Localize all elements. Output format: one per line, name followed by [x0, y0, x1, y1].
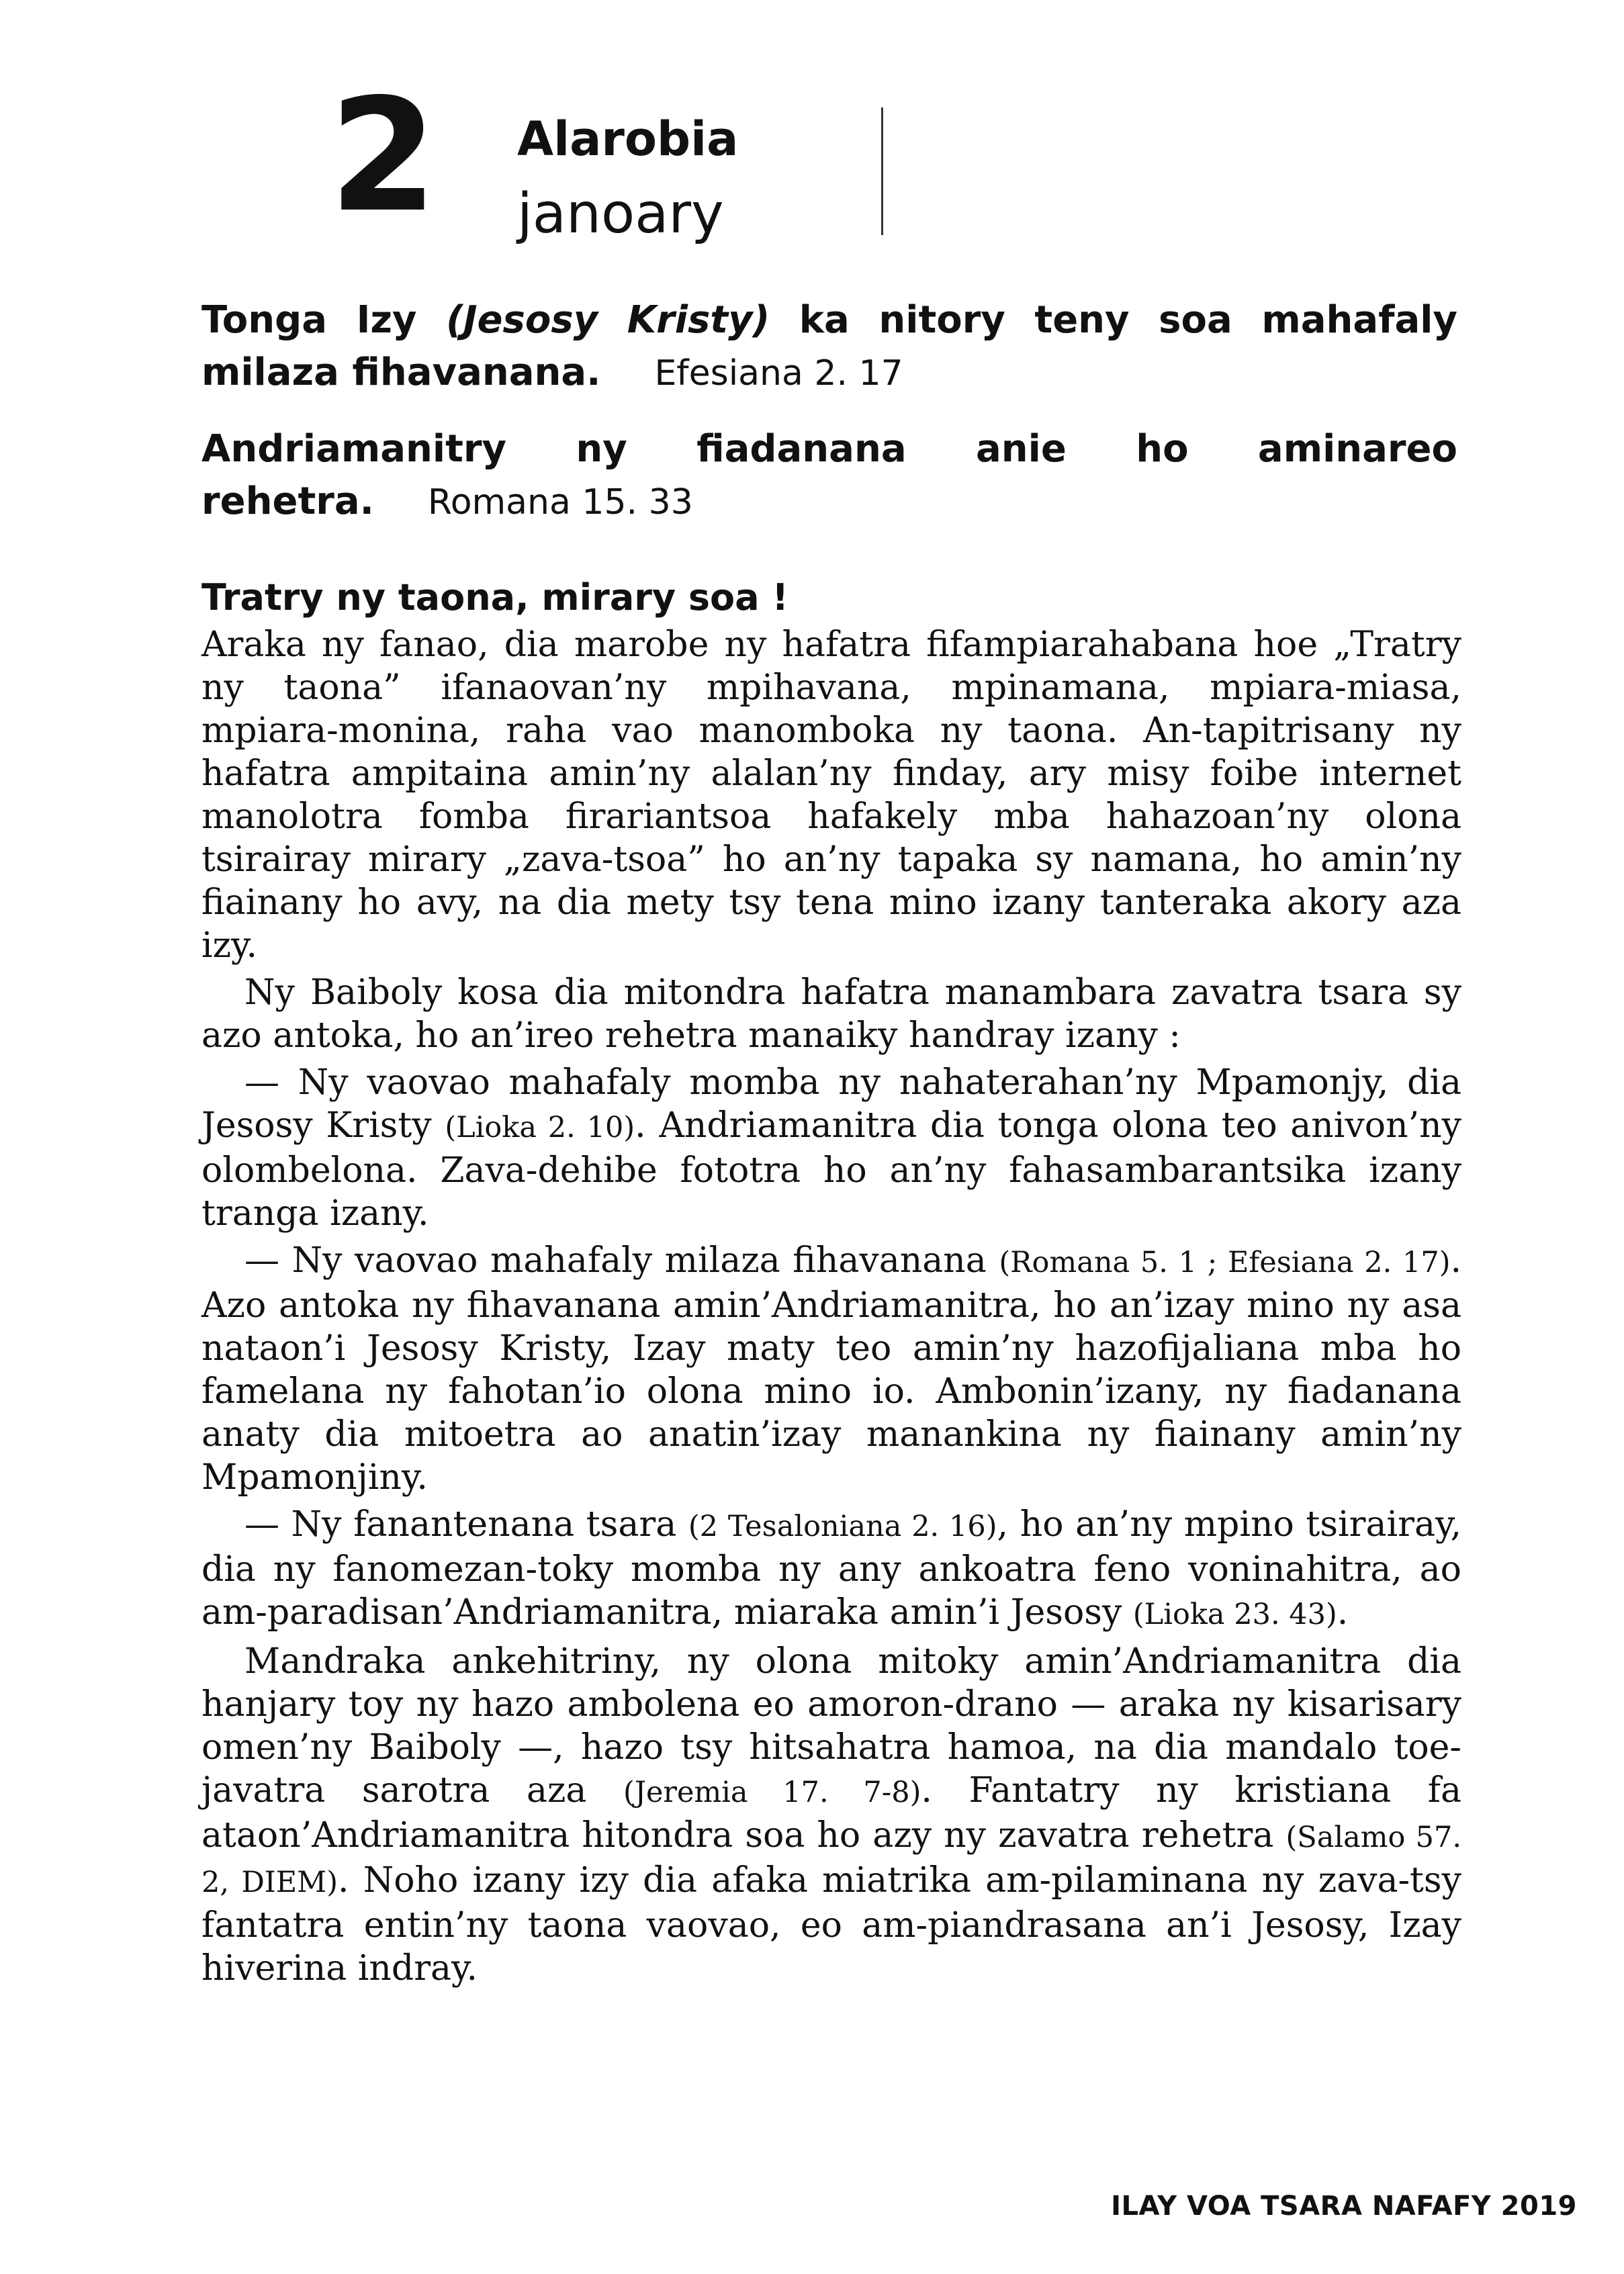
footer-publication: ILAY VOA TSARA NAFAFY 2019	[1111, 2191, 1577, 2222]
paragraph	[201, 1503, 1461, 1636]
paragraph-text: . Noho izany izy dia afaka miatrika am-pilaminana ny zava-tsy fantatra entin’ny taona vaovao, eo am-piandrasana an’i Jesosy, Izay hiverina indray.	[201, 1860, 1461, 1989]
paragraph	[201, 1061, 1461, 1235]
paragraph-text: , ho an’ny mpino tsirairay, dia ny fanomezan-toky momba ny any ankoatra feno voninahitra, ao am-paradisan’Andriamanitra, miaraka amin’i Jesosy	[201, 1504, 1461, 1633]
scripture-reference: (Romana 5. 1 ; Efesiana 2. 17)	[999, 1246, 1451, 1279]
paragraph-text: Ny Baiboly kosa dia mitondra hafatra manambara zavatra tsara sy azo antoka, ho an’ireo rehetra manaiky handray izany :	[201, 972, 1461, 1056]
verse-text-part: ka nitory teny soa mahafaly milaza fihavanana.	[201, 298, 1457, 394]
day-number: 2	[329, 65, 434, 246]
paragraph	[201, 623, 1461, 967]
month-label: janoary	[517, 182, 724, 246]
verse-reference: Romana 15. 33	[427, 482, 693, 522]
verse-text-part: Tonga Izy	[201, 298, 447, 342]
bible-verse-1	[201, 294, 1457, 400]
paragraph-text: .	[1337, 1592, 1349, 1633]
verse-text-italic: (Jesosy Kristy)	[446, 298, 770, 342]
scripture-reference: (Lioka 2. 10)	[445, 1111, 635, 1144]
paragraph-text: Mandraka ankehitriny, ny olona mitoky amin’Andriamanitra dia hanjary toy ny hazo ambolena eo amoron-drano — araka ny kisarisary omen’ny Baiboly —, hazo tsy hitsahatra hamoa, na dia mandalo toe-javatra sarotra aza	[201, 1641, 1461, 1811]
paragraph	[201, 1640, 1461, 1990]
date-header	[329, 65, 907, 262]
scripture-reference: (Salamo 57. 2, DIEM)	[201, 1821, 1461, 1899]
paragraph-text: . Andriamanitra dia tonga olona teo anivon’ny olombelona. Zava-dehibe fototra ho an’ny fahasambarantsika izany tranga izany.	[201, 1105, 1461, 1234]
paragraph-text: — Ny vaovao mahafaly milaza fihavanana	[244, 1240, 999, 1281]
paragraph	[201, 971, 1461, 1057]
paragraph	[201, 1239, 1461, 1499]
paragraph-text: — Ny fanantenana tsara	[244, 1504, 688, 1545]
verse-reference: Efesiana 2. 17	[654, 353, 903, 394]
header-divider	[881, 107, 883, 235]
paragraph-text: — Ny vaovao mahafaly momba ny nahaterahan’ny Mpamonjy, dia Jesosy Kristy	[201, 1062, 1461, 1146]
article-title: Tratry ny taona, mirary soa !	[201, 576, 788, 619]
article-body	[201, 623, 1461, 1994]
weekday-label: Alarobia	[517, 111, 739, 167]
paragraph-text: . Azo antoka ny fihavanana amin’Andriamanitra, ho an’izay mino ny asa nataon’i Jesosy Kristy, Izay maty teo amin’ny hazofijaliana mba ho famelana ny fahotan’io olona mino io. Ambonin’izany, ny fiadanana anaty dia mitoetra ao anatin’izay manankina ny fiainany amin’ny Mpamonjiny.	[201, 1240, 1461, 1498]
verse-text: Andriamanitry ny fiadanana anie ho aminareo rehetra.	[201, 427, 1457, 523]
scripture-reference: (Lioka 23. 43)	[1132, 1598, 1337, 1631]
paragraph-text: Araka ny fanao, dia marobe ny hafatra fifampiarahabana hoe „Tratry ny taona” ifanaovan’ny mpihavana, mpinamana, mpiara-miasa, mpiara-monina, raha vao manomboka ny taona. An-tapitrisany ny hafatra ampitaina amin’ny alalan’ny finday, ary misy foibe internet manolotra fomba firariantsoa hafakely mba hahazoan’ny olona tsirairay mirary „zava-tsoa” ho an’ny tapaka sy namana, ho amin’ny fiainany ho avy, na dia mety tsy tena mino izany tanteraka akory aza izy.	[201, 625, 1461, 966]
scripture-reference: (Jeremia 17. 7-8)	[623, 1776, 921, 1809]
scripture-reference: (2 Tesaloniana 2. 16)	[688, 1510, 997, 1543]
bible-verse-2	[201, 423, 1457, 529]
paragraph-text: . Fantatry ny kristiana fa ataon’Andriamanitra hitondra soa ho azy ny zavatra rehetra	[201, 1770, 1461, 1856]
